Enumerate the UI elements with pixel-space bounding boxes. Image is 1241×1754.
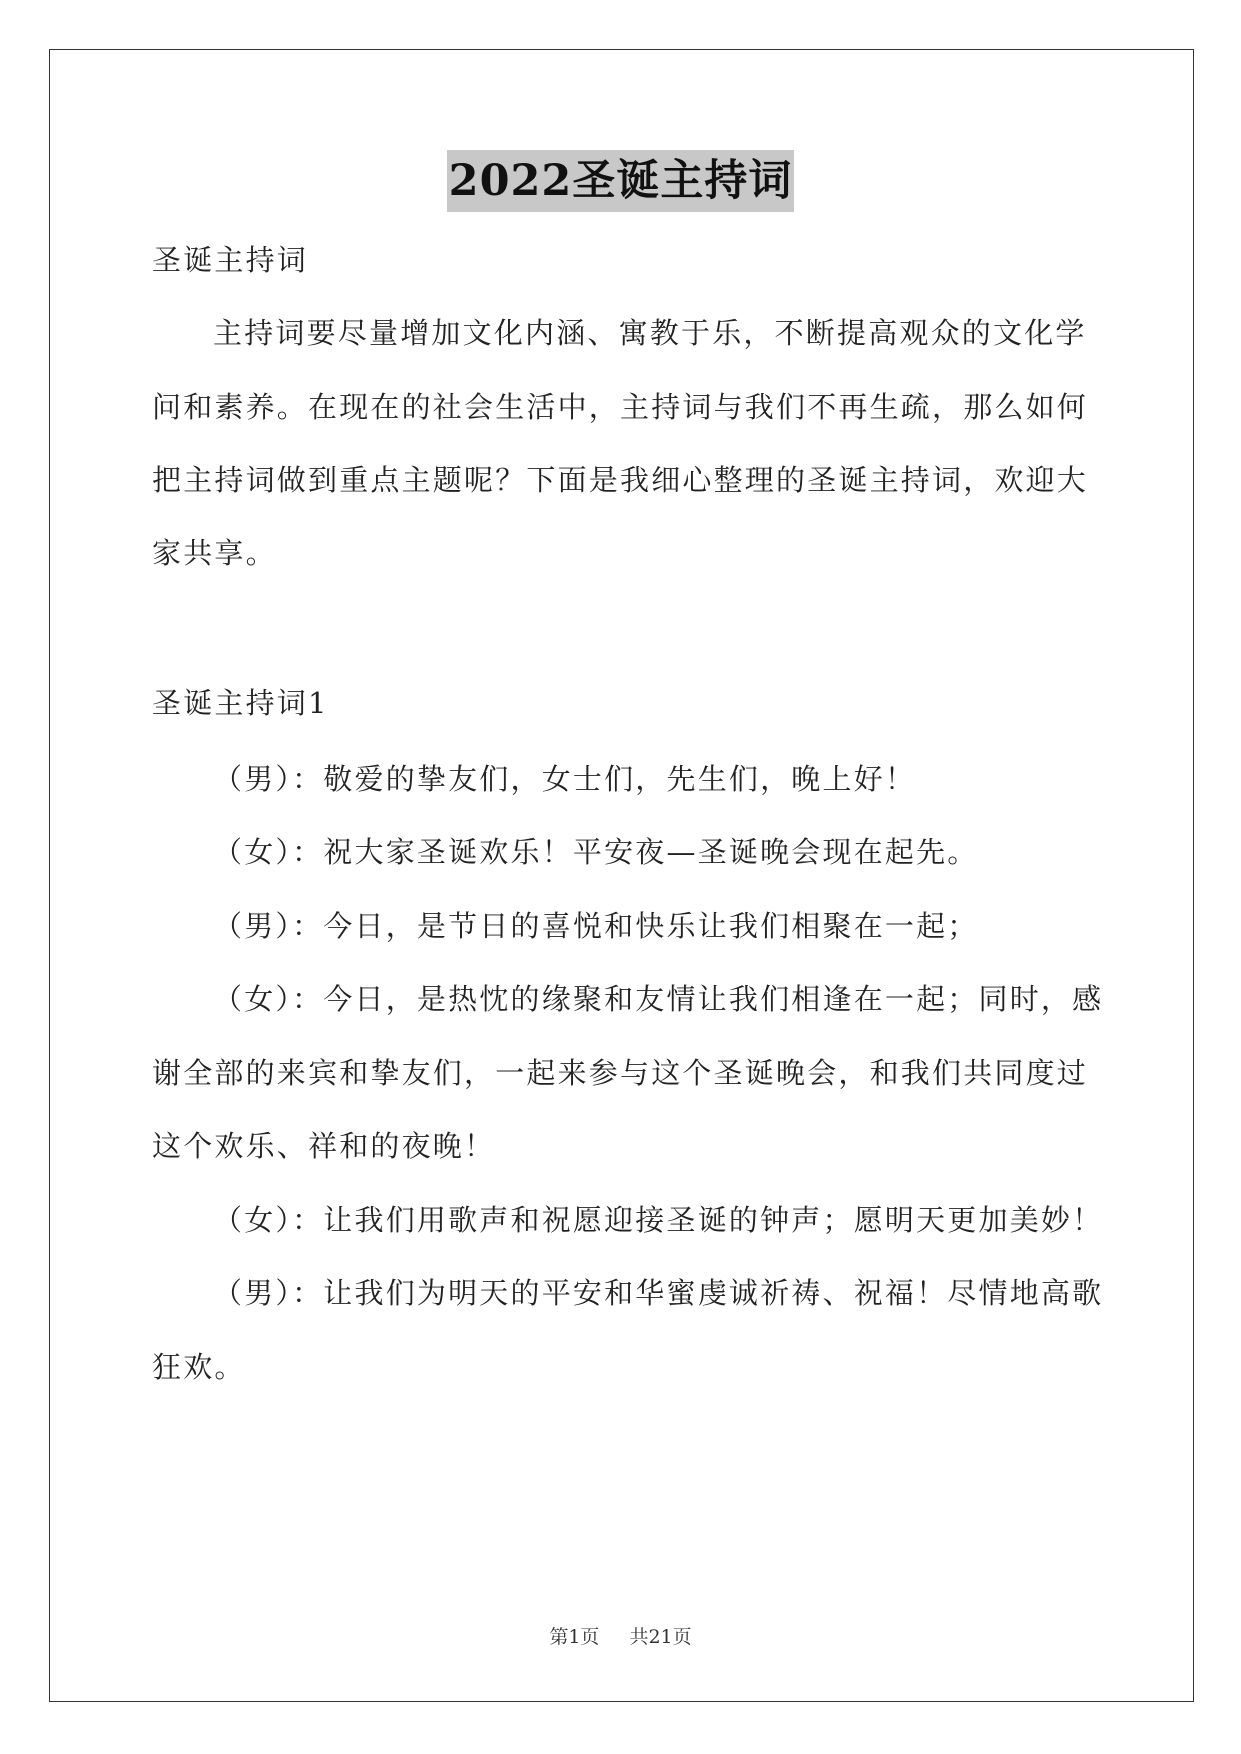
dialogue-line: （女）：让我们用歌声和祝愿迎接圣诞的钟声；愿明天更加美妙！ (213, 1203, 1104, 1237)
dialogue-line: （男）：敬爱的挚友们，女士们，先生们，晚上好！ (213, 762, 917, 796)
page-border (49, 49, 1194, 1702)
document-title: 2022圣诞主持词 (447, 150, 795, 212)
section-heading: 圣诞主持词 (152, 243, 309, 277)
paragraph-line: 把主持词做到重点主题呢？下面是我细心整理的圣诞主持词，欢迎大 (152, 463, 1089, 497)
section-heading: 圣诞主持词1 (152, 686, 329, 720)
dialogue-line: （男）：今日，是节日的喜悦和快乐让我们相聚在一起； (213, 909, 979, 943)
title-container (0, 150, 1241, 212)
dialogue-line: 狂欢。 (152, 1350, 246, 1384)
dialogue-line: （女）：祝大家圣诞欢乐！平安夜—圣诞晚会现在起先。 (213, 835, 979, 869)
paragraph-line: 主持词要尽量增加文化内涵、寓教于乐，不断提高观众的文化学 (213, 316, 1087, 350)
dialogue-line: （女）：今日，是热忱的缘聚和友情让我们相逢在一起；同时，感 (213, 982, 1104, 1016)
page-number-current: 第1页 (549, 1626, 600, 1648)
page-footer (0, 1622, 1241, 1649)
paragraph-line: 问和素养。在现在的社会生活中，主持词与我们不再生疏，那么如何 (152, 390, 1089, 424)
dialogue-line: 谢全部的来宾和挚友们，一起来参与这个圣诞晚会，和我们共同度过 (152, 1056, 1089, 1090)
paragraph-line: 家共享。 (152, 536, 277, 570)
dialogue-line: （男）：让我们为明天的平安和华蜜虔诚祈祷、祝福！尽情地高歌 (213, 1276, 1104, 1310)
page-number-total: 共21页 (629, 1626, 692, 1648)
dialogue-line: 这个欢乐、祥和的夜晚！ (152, 1129, 496, 1163)
